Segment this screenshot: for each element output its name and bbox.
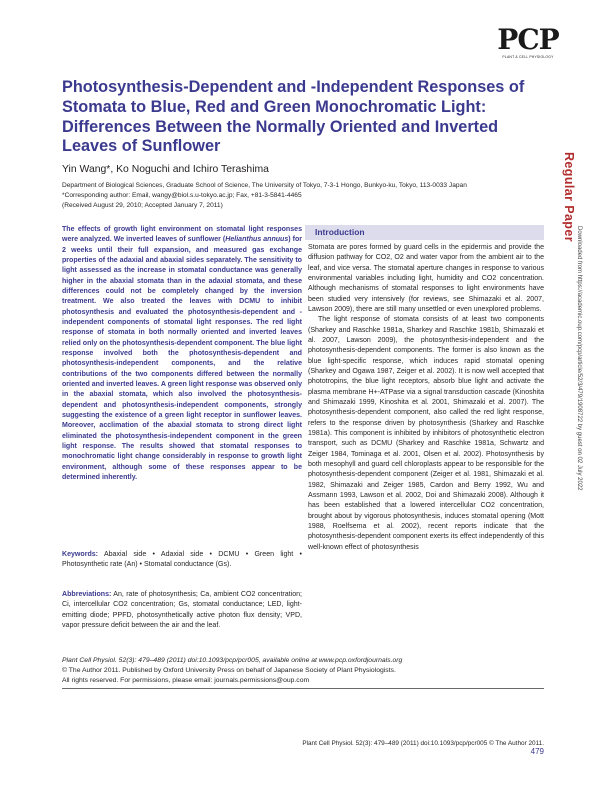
received-dates: (Received August 29, 2010; Accepted January 7, 2011) bbox=[62, 202, 223, 209]
abstract-part2: ) for 2 weeks until their full expansion, and measured gas exchange properties of the adaxial and abaxial sides separately. The sensitivity to light assessed as the increase in stomatal conductance was generally higher in the abaxial stomata than in the adaxial stomata, and these differences could not be completely changed by the inversion treatment. We also treated the leaves with DCMU to inhibit photosynthesis and evaluated the photosynthesis-dependent and -independent components of stomatal light responses. The red light response of stomata in both normally oriented and inverted leaves relied only on the photosynthesis-dependent component. The blue light response involved both the photosynthesis-dependent and photosynthesis-independent components, and the relative contributions of the two components differed between the normally oriented and inverted leaves. A green light response was observed only in the abaxial stomata, which also involved the photosynthesis-dependent and photosynthesis-independent components, strongly suggesting the existence of a green light receptor in sunflower leaves. Moreover, acclimation of the abaxial stomata to strong direct light eliminated the photosynthesis-independent component in the green light response. The results showed that stomatal responses to monochromatic light change considerably in response to growth light environment, although some of these responses appear to be determined inherently. bbox=[62, 236, 302, 481]
journal-logo-text: PCP bbox=[497, 23, 559, 56]
corresponding-author: *Corresponding author: Email, wangy@biol.s.u-tokyo.ac.jp; Fax, +81-3-5841-4465 bbox=[62, 192, 302, 199]
introduction-heading: Introduction bbox=[315, 227, 365, 237]
abbreviations-label: Abbreviations: bbox=[62, 591, 112, 598]
article-authors: Yin Wang*, Ko Noguchi and Ichiro Terashima bbox=[62, 164, 269, 175]
page-footer bbox=[282, 740, 544, 756]
species-name: Helianthus annuus bbox=[225, 236, 289, 244]
affiliation: Department of Biological Sciences, Graduate School of Science, The University of Tokyo, 7-3-1 Hongo, Bunkyo-ku, Tokyo, 113-0033 Japan bbox=[62, 182, 467, 189]
introduction-paragraph-2: The light response of stomata consists of at least two components (Sharkey and Raschke 1981a, Sharkey and Raschke 1981b, Shimazaki et al. 2007, Lawson 2009), the photosynthesis-independent and the photosynthesis-dependent components. The former is also known as the blue light-specific response, which induces rapid stomatal opening (Sharkey and Ogawa 1987, Zeiger et al. 2002). It is now well accepted that phototropins, the blue light receptors, absorb blue light and activate the plasma membrane H+-ATPase via a signal transduction cascade (Kinoshita and Shimazaki 1999, Kinoshita et al. 2001, Shimazaki et al. 2007). The photosynthesis-dependent component, also called the red light response, refers to the response driven by photosynthesis (Sharkey and Raschke 1981a). This component is inhibited by inhibitors of photosynthetic electron transport, such as DCMU (Sharkey and Raschke 1981a, Schwartz and Zeiger 1984, Tominaga et al. 2001, Olsen et al. 2002). Photosynthesis by both mesophyll and guard cell chloroplasts appear to be responsible for the photosynthesis-dependent component (Zeiger et al. 1981, Shimazaki et al. 1982, Shimazaki and Zeiger 1985, Cardon and Berry 1992, Wu and Assmann 1993, Lawson et al. 2002, Doi and Shimazaki 2008). Although it has been established that a lowered intercellular CO2 concentration, brought about by vigorous photosynthesis, induces stomatal opening (Mott 1988, Roelfsema et al. 2002), recent reports indicate that the photosynthesis-dependent component exerts its effect independently of this well-known effect of photosynthesis bbox=[308, 316, 544, 551]
keywords bbox=[62, 550, 302, 571]
introduction-body bbox=[308, 243, 544, 553]
keywords-text: Abaxial side • Adaxial side • DCMU • Green light • Photosynthetic rate (An) • Stomatal conductance (Gs). bbox=[62, 551, 302, 569]
introduction-paragraph-1: Stomata are pores formed by guard cells in the epidermis and provide the diffusion pathway for CO2, O2 and water vapor from the ambient air to the leaf, and vice versa. The stomatal aperture changes in response to various environmental variables including light, humidity and CO2 concentration. Although mechanisms of stomatal responses to light environments have been studied very intensively (for reviews, see Shimazaki et al. 2007, Lawson 2009), there are still many unsettled or even unexplored problems. bbox=[308, 244, 544, 313]
introduction-header-bar bbox=[305, 225, 544, 240]
abstract-part1: The effects of growth light environment on stomatal light responses were analyzed. We inverted leaves of sunflower ( bbox=[62, 226, 302, 244]
citation-block bbox=[62, 656, 522, 686]
page-footer-text: Plant Cell Physiol. 52(3): 479–489 (2011) doi:10.1093/pcp/pcr005 © The Author 2011. bbox=[302, 740, 544, 747]
citation-line-1: Plant Cell Physiol. 52(3): 479–489 (2011) doi:10.1093/pcp/pcr005, available online at www.pcp.oxfordjournals.org bbox=[62, 657, 403, 664]
page-number: 479 bbox=[530, 747, 544, 756]
section-label: Regular Paper bbox=[562, 152, 576, 242]
citation-line-3: All rights reserved. For permissions, please email: journals.permissions@oup.com bbox=[62, 677, 310, 684]
abbreviations bbox=[62, 590, 302, 631]
abbreviations-text: An, rate of photosynthesis; Ca, ambient CO2 concentration; Ci, intercellular CO2 concentration; Gs, stomatal conductance; LED, light-emitting diode; PPFD, photosynthetically active photon flux density; VPD, vapor pressure deficit between the air and the leaf. bbox=[62, 591, 302, 629]
article-title: Photosynthesis-Dependent and -Independent Responses of Stomata to Blue, Red and Green Monochromatic Light: Differences Between the Normally Oriented and Inverted Leaves of Sunflower bbox=[62, 78, 525, 156]
keywords-label: Keywords: bbox=[62, 551, 99, 558]
citation-line-2: © The Author 2011. Published by Oxford University Press on behalf of Japanese Society of Plant Physiologists. bbox=[62, 667, 396, 674]
abstract bbox=[62, 225, 302, 483]
footer-divider bbox=[62, 688, 544, 689]
download-note: Downloaded from https://academic.oup.com/pcp/article/52/3/479/1908722 by guest on 02 July 2022 bbox=[576, 226, 582, 491]
journal-logo-subtitle: PLANT & CELL PHYSIOLOGY bbox=[502, 55, 554, 59]
journal-logo bbox=[497, 23, 559, 59]
affiliation-block bbox=[62, 181, 542, 211]
